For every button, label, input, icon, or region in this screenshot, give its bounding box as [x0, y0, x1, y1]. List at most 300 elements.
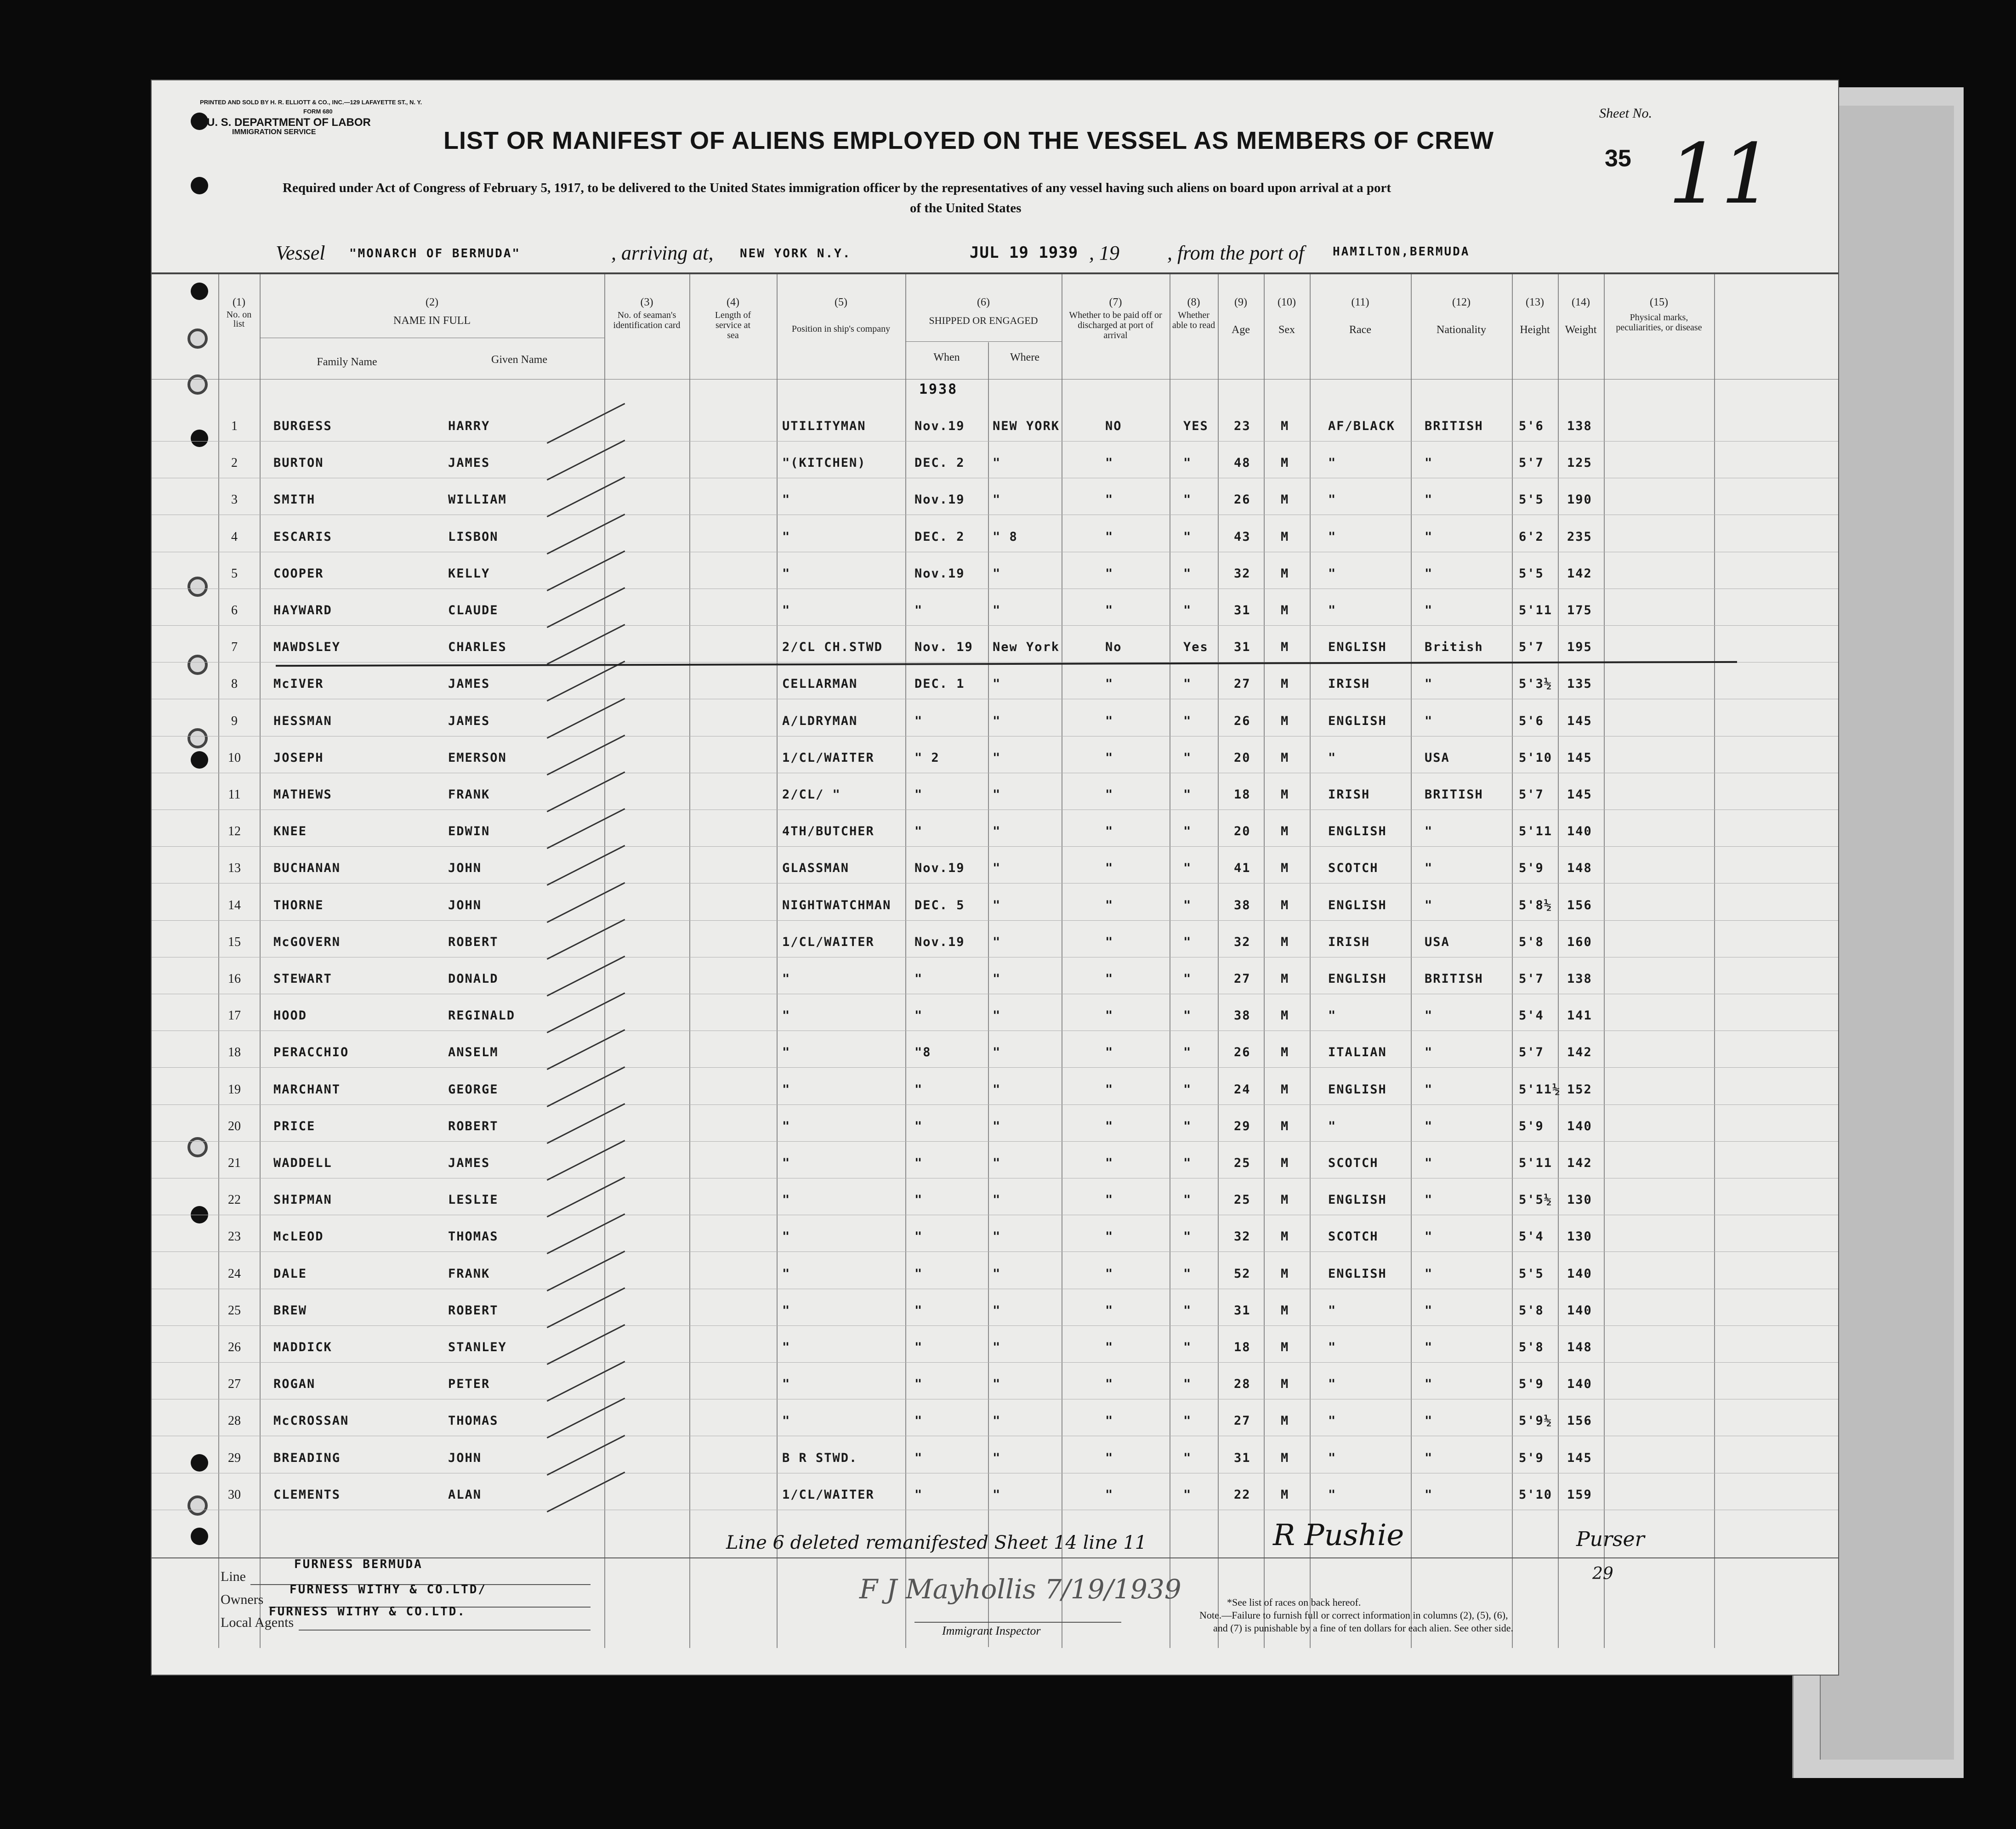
cell-shipped-when: "	[914, 1414, 923, 1428]
cell-age: 20	[1234, 750, 1251, 765]
cell-height: 5'6	[1519, 713, 1544, 728]
ink-slash-mark	[547, 1361, 625, 1402]
cell-position: "	[782, 1082, 791, 1097]
cell-shipped-where: "	[993, 750, 1001, 765]
cell-paid-off: "	[1105, 1450, 1114, 1465]
cell-weight: 145	[1567, 1450, 1592, 1465]
cell-given-name: JAMES	[448, 456, 490, 470]
cell-height: 5'8	[1519, 934, 1544, 949]
ink-slash-mark	[547, 1324, 625, 1365]
cell-able-to-read: "	[1183, 677, 1192, 691]
cell-family-name: BURGESS	[273, 419, 332, 433]
col-header-4: Length of service at sea	[715, 310, 751, 340]
cell-rownum: 9	[231, 713, 238, 728]
cell-age: 38	[1234, 898, 1251, 912]
cell-height: 5'7	[1519, 456, 1544, 470]
cell-shipped-when: "	[914, 787, 923, 802]
cell-paid-off: "	[1105, 1340, 1114, 1354]
col-header-6: SHIPPED OR ENGAGED	[929, 315, 1038, 326]
cell-height: 5'7	[1519, 640, 1544, 655]
form-number: FORM 680	[303, 108, 333, 115]
cell-family-name: McGOVERN	[273, 934, 341, 949]
cell-family-name: MATHEWS	[273, 787, 332, 802]
cell-nationality: "	[1425, 1266, 1433, 1281]
cell-able-to-read: "	[1183, 566, 1192, 581]
cell-nationality: "	[1425, 713, 1433, 728]
cell-age: 27	[1234, 972, 1251, 986]
year-note: 1938	[919, 381, 958, 397]
cell-able-to-read: "	[1183, 456, 1192, 470]
cell-shipped-when: "	[914, 1266, 923, 1281]
cell-family-name: McCROSSAN	[273, 1414, 349, 1428]
cell-able-to-read: "	[1183, 493, 1192, 507]
table-row	[152, 851, 1838, 888]
cell-weight: 125	[1567, 456, 1592, 470]
cell-sex: M	[1281, 493, 1289, 507]
col-header-5: Position in ship's company	[791, 324, 891, 334]
cell-race: "	[1328, 1119, 1337, 1133]
cell-nationality: "	[1425, 861, 1433, 876]
owners-label: Owners	[221, 1592, 264, 1607]
cell-race: "	[1328, 566, 1337, 581]
table-row	[152, 1035, 1838, 1072]
cell-weight: 140	[1567, 1119, 1592, 1133]
cell-able-to-read: "	[1183, 1082, 1192, 1097]
cell-sex: M	[1281, 456, 1289, 470]
ink-slash-mark	[547, 845, 625, 886]
sheet-number: 35	[1605, 145, 1631, 172]
cell-paid-off: "	[1105, 1119, 1114, 1133]
cell-able-to-read: "	[1183, 603, 1192, 617]
col-header-1: No. on list	[226, 310, 252, 329]
cell-shipped-where: "	[993, 713, 1001, 728]
from-port: HAMILTON,BERMUDA	[1333, 245, 1470, 259]
cell-shipped-where: "	[993, 898, 1001, 912]
cell-sex: M	[1281, 1045, 1289, 1060]
cell-weight: 138	[1567, 972, 1592, 986]
footer-note-2: Note.—Failure to furnish full or correct information in columns (2), (5), (6),	[1199, 1609, 1508, 1621]
cell-age: 20	[1234, 824, 1251, 839]
cell-shipped-where: "	[993, 1303, 1001, 1318]
cell-given-name: ANSELM	[448, 1045, 499, 1060]
col-header-15: Physical marks, peculiarities, or disease	[1616, 312, 1702, 333]
cell-nationality: BRITISH	[1425, 419, 1483, 433]
cell-race: "	[1328, 456, 1337, 470]
cell-rownum: 30	[228, 1487, 241, 1502]
cell-weight: 140	[1567, 1377, 1592, 1392]
cell-height: 5'9	[1519, 861, 1544, 876]
subtitle-line-1: Required under Act of Congress of February 5, 1917, to be delivered to the United States immigration officer by the representatives of any vessel having such aliens on board upon arrival at a port	[283, 181, 1391, 195]
ink-slash-mark	[547, 992, 625, 1033]
cell-shipped-where: "	[993, 493, 1001, 507]
col-header-13: Height	[1520, 324, 1550, 336]
cell-given-name: ROBERT	[448, 1303, 499, 1318]
cell-shipped-when: "	[914, 1377, 923, 1392]
cell-family-name: CLEMENTS	[273, 1487, 341, 1502]
punch-ring	[187, 374, 208, 395]
cell-age: 25	[1234, 1193, 1251, 1207]
cell-given-name: REGINALD	[448, 1008, 516, 1023]
cell-weight: 135	[1567, 677, 1592, 691]
cell-position: "	[782, 1045, 791, 1060]
cell-race: ENGLISH	[1328, 1266, 1387, 1281]
table-row	[152, 814, 1838, 851]
cell-family-name: STEWART	[273, 972, 332, 986]
cell-family-name: PRICE	[273, 1119, 316, 1133]
cell-nationality: "	[1425, 456, 1433, 470]
cell-given-name: KELLY	[448, 566, 490, 581]
cell-family-name: PERACCHIO	[273, 1045, 349, 1060]
cell-sex: M	[1281, 677, 1289, 691]
cell-given-name: JOHN	[448, 1450, 482, 1465]
cell-weight: 138	[1567, 419, 1592, 433]
cell-sex: M	[1281, 419, 1289, 433]
cell-shipped-where: "	[993, 787, 1001, 802]
cell-sex: M	[1281, 1487, 1289, 1502]
cell-height: 6'2	[1519, 529, 1544, 544]
cell-rownum: 23	[228, 1229, 241, 1244]
cell-race: ENGLISH	[1328, 1193, 1387, 1207]
deletion-note: Line 6 deleted remanifested Sheet 14 line 11	[726, 1532, 1147, 1553]
cell-paid-off: "	[1105, 1156, 1114, 1170]
cell-weight: 130	[1567, 1229, 1592, 1244]
cell-age: 32	[1234, 934, 1251, 949]
cell-position: "	[782, 1156, 791, 1170]
cell-family-name: BUCHANAN	[273, 861, 341, 876]
col-num-11: (11)	[1351, 296, 1369, 308]
cell-weight: 152	[1567, 1082, 1592, 1097]
cell-paid-off: "	[1105, 1008, 1114, 1023]
footer-note-3: and (7) is punishable by a fine of ten dollars for each alien. See other side.	[1213, 1622, 1514, 1634]
cell-given-name: WILLIAM	[448, 493, 507, 507]
cell-position: "	[782, 1340, 791, 1354]
cell-weight: 156	[1567, 898, 1592, 912]
cell-family-name: BURTON	[273, 456, 324, 470]
cell-family-name: HAYWARD	[273, 603, 332, 617]
cell-paid-off: "	[1105, 1414, 1114, 1428]
cell-shipped-when: "8	[914, 1045, 931, 1060]
cell-rownum: 11	[228, 787, 241, 802]
cell-paid-off: "	[1105, 972, 1114, 986]
cell-position: "	[782, 1414, 791, 1428]
cell-able-to-read: "	[1183, 1266, 1192, 1281]
cell-given-name: PETER	[448, 1377, 490, 1392]
col-num-8: (8)	[1187, 296, 1200, 308]
col-num-15: (15)	[1650, 296, 1668, 308]
table-row	[152, 446, 1838, 482]
cell-family-name: McIVER	[273, 677, 324, 691]
cell-able-to-read: "	[1183, 1377, 1192, 1392]
cell-age: 27	[1234, 677, 1251, 691]
col-num-1: (1)	[233, 296, 245, 308]
cell-shipped-where: "	[993, 1266, 1001, 1281]
cell-rownum: 28	[228, 1414, 241, 1428]
cell-rownum: 19	[228, 1082, 241, 1097]
table-row	[152, 1367, 1838, 1404]
cell-height: 5'5	[1519, 1266, 1544, 1281]
cell-family-name: MADDICK	[273, 1340, 332, 1354]
cell-paid-off: "	[1105, 824, 1114, 839]
cell-race: AF/BLACK	[1328, 419, 1396, 433]
cell-height: 5'5½	[1519, 1193, 1553, 1207]
cell-given-name: ROBERT	[448, 934, 499, 949]
purser-signature: R Pushie	[1273, 1518, 1404, 1552]
cell-height: 5'8	[1519, 1340, 1544, 1354]
col-num-14: (14)	[1572, 296, 1590, 308]
arriving-label: , arriving at,	[611, 242, 714, 264]
ink-slash-mark	[547, 661, 625, 702]
cell-position: NIGHTWATCHMAN	[782, 898, 892, 912]
cell-nationality: "	[1425, 1303, 1433, 1318]
cell-race: "	[1328, 1414, 1337, 1428]
cell-sex: M	[1281, 1156, 1289, 1170]
cell-able-to-read: Yes	[1183, 640, 1209, 655]
ink-slash-mark	[547, 1213, 625, 1254]
cell-shipped-when: DEC. 2	[914, 456, 965, 470]
header-rule	[152, 272, 1838, 274]
cell-height: 5'4	[1519, 1229, 1544, 1244]
table-row	[152, 888, 1838, 925]
ink-slash-mark	[547, 771, 625, 812]
col-num-2: (2)	[426, 296, 438, 308]
cell-weight: 190	[1567, 493, 1592, 507]
cell-paid-off: "	[1105, 1045, 1114, 1060]
cell-shipped-where: "	[993, 1414, 1001, 1428]
manifest-sheet	[152, 80, 1838, 1675]
cell-nationality: BRITISH	[1425, 787, 1483, 802]
col-header-3: No. of seaman's identification card	[613, 310, 681, 330]
cell-position: 1/CL/WAITER	[782, 1487, 875, 1502]
table-row	[152, 1478, 1838, 1514]
agents-label: Local Agents	[221, 1615, 294, 1630]
cell-shipped-when: Nov.19	[914, 566, 965, 581]
cell-weight: 195	[1567, 640, 1592, 655]
ink-slash-mark	[547, 1140, 625, 1181]
cell-age: 28	[1234, 1377, 1251, 1392]
punch-hole	[191, 177, 208, 194]
cell-shipped-where: "	[993, 1045, 1001, 1060]
cell-given-name: JOHN	[448, 861, 482, 876]
cell-shipped-when: Nov. 19	[914, 640, 973, 655]
cell-nationality: "	[1425, 1229, 1433, 1244]
table-row	[152, 962, 1838, 998]
cell-sex: M	[1281, 824, 1289, 839]
cell-race: IRISH	[1328, 677, 1370, 691]
cell-height: 5'7	[1519, 972, 1544, 986]
cell-given-name: FRANK	[448, 1266, 490, 1281]
cell-sex: M	[1281, 1340, 1289, 1354]
cell-able-to-read: "	[1183, 713, 1192, 728]
cell-family-name: BREADING	[273, 1450, 341, 1465]
table-row	[152, 1404, 1838, 1440]
cell-weight: 145	[1567, 787, 1592, 802]
cell-height: 5'3½	[1519, 677, 1553, 691]
cell-weight: 160	[1567, 934, 1592, 949]
table-row	[152, 482, 1838, 519]
cell-sex: M	[1281, 1414, 1289, 1428]
cell-shipped-where: "	[993, 603, 1001, 617]
purser-title: Purser	[1576, 1528, 1645, 1551]
cell-nationality: "	[1425, 1340, 1433, 1354]
cell-age: 48	[1234, 456, 1251, 470]
table-row	[152, 556, 1838, 593]
cell-nationality: USA	[1425, 934, 1450, 949]
cell-able-to-read: "	[1183, 1229, 1192, 1244]
underlying-page-2	[1820, 106, 1954, 1760]
table-row	[152, 520, 1838, 556]
cell-position: 1/CL/WAITER	[782, 750, 875, 765]
cell-height: 5'5	[1519, 566, 1544, 581]
cell-rownum: 22	[228, 1193, 241, 1207]
cell-given-name: EMERSON	[448, 750, 507, 765]
punch-hole	[191, 113, 208, 130]
cell-shipped-where: "	[993, 1229, 1001, 1244]
cell-weight: 148	[1567, 1340, 1592, 1354]
cell-shipped-when: Nov.19	[914, 493, 965, 507]
cell-position: "	[782, 1229, 791, 1244]
cell-shipped-when: " 2	[914, 750, 940, 765]
table-row	[152, 741, 1838, 777]
cell-able-to-read: "	[1183, 1340, 1192, 1354]
cell-able-to-read: "	[1183, 750, 1192, 765]
cell-nationality: "	[1425, 677, 1433, 691]
cell-given-name: JOHN	[448, 898, 482, 912]
cell-sex: M	[1281, 898, 1289, 912]
cell-able-to-read: "	[1183, 1119, 1192, 1133]
table-row	[152, 998, 1838, 1035]
cell-shipped-where: "	[993, 1008, 1001, 1023]
cell-age: 29	[1234, 1119, 1251, 1133]
cell-height: 5'11	[1519, 603, 1553, 617]
cell-family-name: THORNE	[273, 898, 324, 912]
cell-weight: 156	[1567, 1414, 1592, 1428]
ink-slash-mark	[547, 882, 625, 923]
col-header-12: Nationality	[1437, 324, 1486, 336]
cell-given-name: THOMAS	[448, 1229, 499, 1244]
service: IMMIGRATION SERVICE	[232, 128, 316, 136]
cell-position: "	[782, 566, 791, 581]
cell-shipped-when: DEC. 2	[914, 529, 965, 544]
cell-able-to-read: "	[1183, 787, 1192, 802]
cell-age: 32	[1234, 1229, 1251, 1244]
cell-race: ENGLISH	[1328, 640, 1387, 655]
cell-rownum: 1	[231, 419, 238, 433]
cell-height: 5'10	[1519, 750, 1553, 765]
cell-sex: M	[1281, 1082, 1289, 1097]
cell-race: ENGLISH	[1328, 1082, 1387, 1097]
cell-family-name: ESCARIS	[273, 529, 332, 544]
table-row	[152, 1146, 1838, 1183]
cell-position: GLASSMAN	[782, 861, 850, 876]
col-sub-when: When	[933, 351, 960, 363]
cell-position: B R STWD.	[782, 1450, 858, 1465]
cell-shipped-where: " 8	[993, 529, 1018, 544]
cell-shipped-where: "	[993, 1119, 1001, 1133]
col-header-2: NAME IN FULL	[393, 315, 471, 327]
cell-weight: 175	[1567, 603, 1592, 617]
cell-able-to-read: "	[1183, 824, 1192, 839]
cell-paid-off: "	[1105, 1229, 1114, 1244]
cell-rownum: 29	[228, 1450, 241, 1465]
cell-sex: M	[1281, 1303, 1289, 1318]
col-header-9: Age	[1232, 324, 1250, 336]
cell-rownum: 5	[231, 566, 238, 581]
cell-height: 5'5	[1519, 493, 1544, 507]
department: U. S. DEPARTMENT OF LABOR	[207, 116, 371, 129]
cell-shipped-when: "	[914, 1008, 923, 1023]
col-num-10: (10)	[1278, 296, 1296, 308]
cell-nationality: British	[1425, 640, 1483, 655]
cell-given-name: EDWIN	[448, 824, 490, 839]
col-num-12: (12)	[1452, 296, 1471, 308]
cell-position: "	[782, 603, 791, 617]
cell-shipped-where: "	[993, 934, 1001, 949]
cell-position: "	[782, 1377, 791, 1392]
col-num-9: (9)	[1234, 296, 1247, 308]
cell-family-name: ROGAN	[273, 1377, 316, 1392]
from-label: , from the port of	[1167, 242, 1304, 264]
cell-sex: M	[1281, 603, 1289, 617]
cell-rownum: 4	[231, 529, 238, 544]
col-header-11: Race	[1349, 324, 1371, 336]
col-sub-family: Family Name	[317, 356, 377, 368]
cell-shipped-where: "	[993, 566, 1001, 581]
cell-able-to-read: "	[1183, 1156, 1192, 1170]
cell-shipped-when: "	[914, 1450, 923, 1465]
cell-height: 5'7	[1519, 787, 1544, 802]
cell-position: "	[782, 1266, 791, 1281]
cell-position: "(KITCHEN)	[782, 456, 866, 470]
cell-shipped-where: "	[993, 1156, 1001, 1170]
cell-family-name: HESSMAN	[273, 713, 332, 728]
sheet-mark: 11	[1668, 126, 1774, 222]
cell-able-to-read: "	[1183, 972, 1192, 986]
cell-family-name: KNEE	[273, 824, 307, 839]
cell-family-name: DALE	[273, 1266, 307, 1281]
ink-slash-mark	[547, 1287, 625, 1328]
cell-position: "	[782, 1193, 791, 1207]
cell-sex: M	[1281, 972, 1289, 986]
cell-paid-off: "	[1105, 566, 1114, 581]
cell-given-name: ROBERT	[448, 1119, 499, 1133]
table-row	[152, 1293, 1838, 1330]
cell-age: 18	[1234, 1340, 1251, 1354]
cell-paid-off: "	[1105, 529, 1114, 544]
col-num-13: (13)	[1526, 296, 1544, 308]
cell-family-name: HOOD	[273, 1008, 307, 1023]
ink-slash-mark	[547, 550, 625, 591]
cell-height: 5'11	[1519, 1156, 1553, 1170]
cell-weight: 140	[1567, 1266, 1592, 1281]
cell-position: 2/CL CH.STWD	[782, 640, 883, 655]
cell-height: 5'9	[1519, 1119, 1544, 1133]
cell-sex: M	[1281, 713, 1289, 728]
cell-paid-off: NO	[1105, 419, 1122, 433]
cell-sex: M	[1281, 640, 1289, 655]
table-row	[152, 593, 1838, 630]
ink-slash-mark	[547, 1029, 625, 1070]
cell-able-to-read: "	[1183, 1487, 1192, 1502]
cell-given-name: ALAN	[448, 1487, 482, 1502]
cell-height: 5'6	[1519, 419, 1544, 433]
cell-shipped-when: "	[914, 1229, 923, 1244]
cell-age: 31	[1234, 603, 1251, 617]
cell-able-to-read: "	[1183, 1008, 1192, 1023]
cell-nationality: "	[1425, 603, 1433, 617]
cell-paid-off: "	[1105, 1082, 1114, 1097]
cell-paid-off: "	[1105, 1303, 1114, 1318]
arriving-port: NEW YORK N.Y.	[740, 247, 852, 260]
